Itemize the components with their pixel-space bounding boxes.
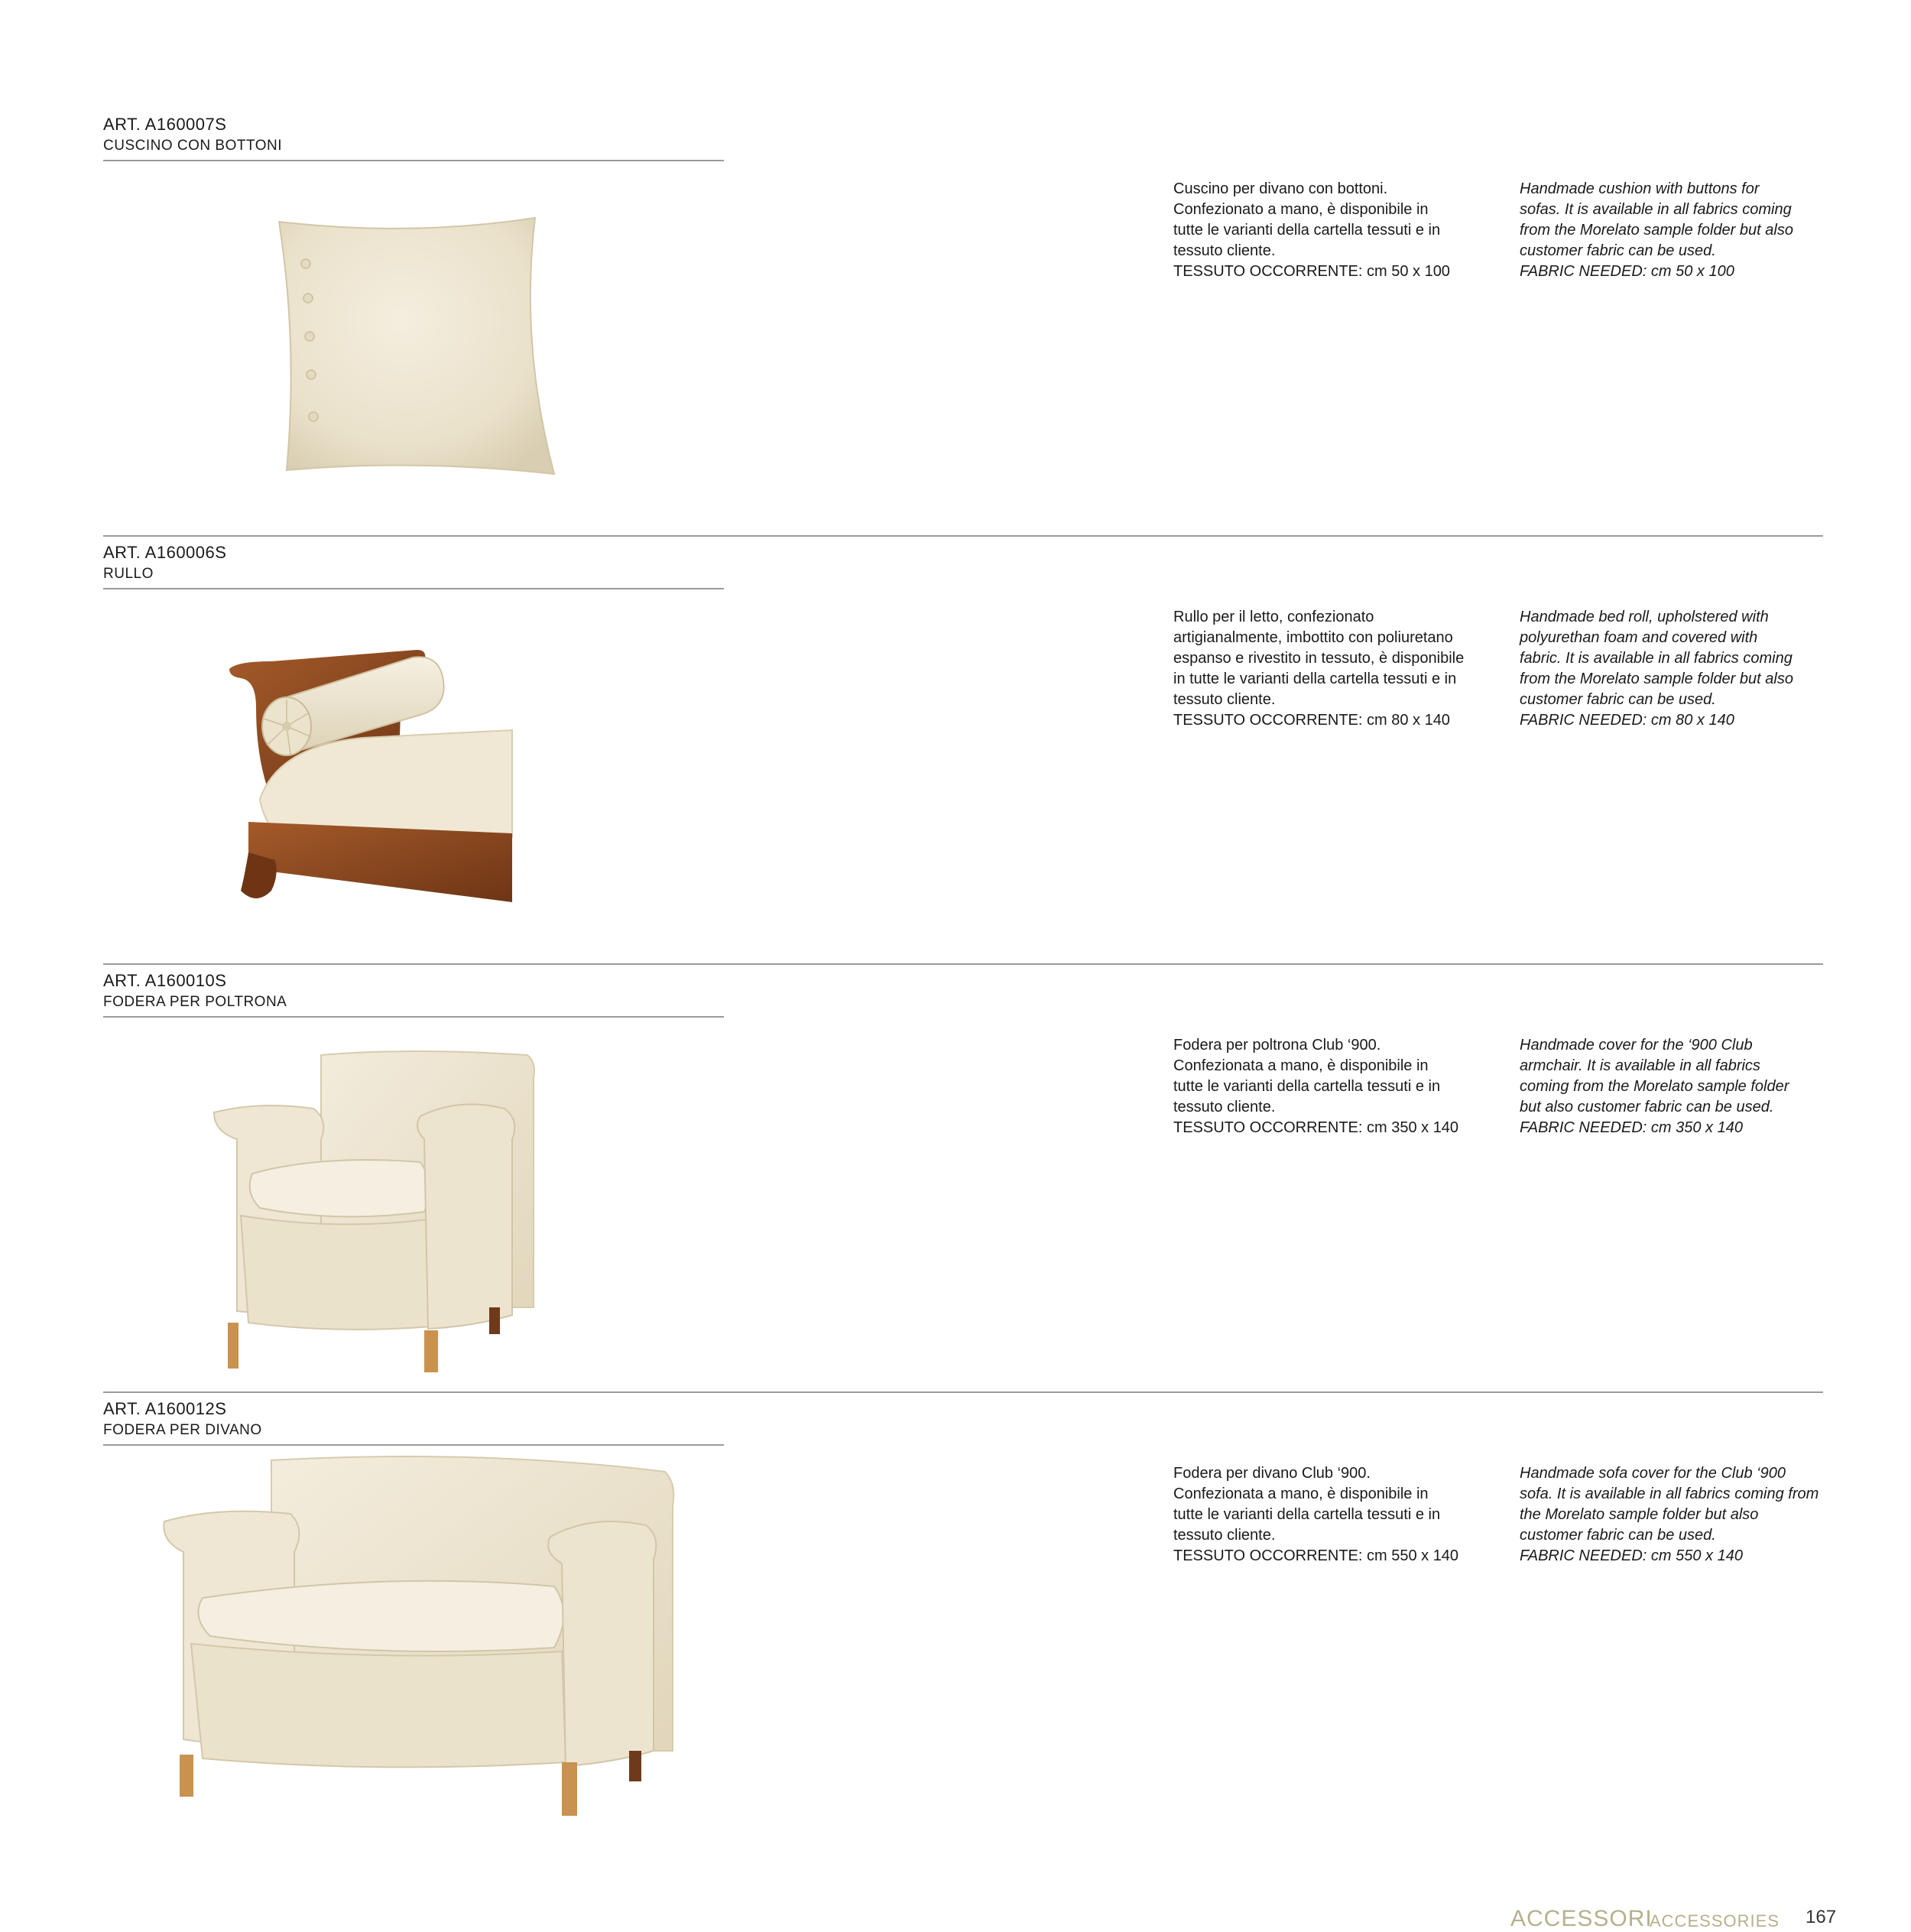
- desc-line: tutte le varianti della cartella tessuti e in: [1173, 1506, 1441, 1523]
- desc-line: but also customer fabric can be used.: [1520, 1099, 1774, 1115]
- article-name: CUSCINO CON BOTTONI: [103, 138, 282, 154]
- desc-line: the Morelato sample folder but also: [1520, 1506, 1759, 1523]
- description-english: [1520, 607, 1841, 731]
- desc-line: Handmade sofa cover for the Club ‘900: [1520, 1465, 1786, 1482]
- desc-line: Handmade cover for the ‘900 Club: [1520, 1037, 1753, 1054]
- footer-section-english: ACCESSORIES: [1650, 1911, 1780, 1930]
- product-section-bed-roll: [0, 535, 1911, 963]
- article-code: ART. A160006S: [103, 543, 227, 562]
- desc-line: coming from the Morelato sample folder: [1520, 1078, 1789, 1095]
- product-section-cushion: [0, 107, 1911, 535]
- description-english: [1520, 1035, 1841, 1138]
- desc-line: Rullo per il letto, confezionato: [1173, 609, 1374, 625]
- desc-line: polyurethan foam and covered with: [1520, 629, 1758, 646]
- desc-line: FABRIC NEEDED: cm 550 x 140: [1520, 1547, 1743, 1564]
- article-code: ART. A160010S: [103, 971, 227, 990]
- sofa-cover-image: [157, 1453, 684, 1820]
- desc-line: tutte le varianti della cartella tessuti e in: [1173, 1078, 1441, 1095]
- desc-line: armchair. It is available in all fabrics: [1520, 1057, 1760, 1074]
- desc-line: FABRIC NEEDED: cm 50 x 100: [1520, 263, 1734, 280]
- description-italian: [1173, 1463, 1494, 1567]
- desc-line: sofa. It is available in all fabrics coming from: [1520, 1486, 1819, 1502]
- desc-line: Confezionato a mano, è disponibile in: [1173, 201, 1429, 218]
- desc-line: Fodera per poltrona Club ‘900.: [1173, 1037, 1381, 1054]
- desc-line: TESSUTO OCCORRENTE: cm 50 x 100: [1173, 263, 1450, 280]
- desc-line: FABRIC NEEDED: cm 350 x 140: [1520, 1119, 1743, 1136]
- title-divider: [103, 160, 724, 161]
- desc-line: tessuto cliente.: [1173, 1527, 1276, 1544]
- product-section-armchair-cover: [0, 963, 1911, 1391]
- article-name: FODERA PER DIVANO: [103, 1422, 262, 1438]
- article-name: FODERA PER POLTRONA: [103, 994, 287, 1010]
- desc-line: tessuto cliente.: [1173, 691, 1276, 708]
- desc-line: tessuto cliente.: [1173, 242, 1276, 259]
- description-english: [1520, 1463, 1841, 1567]
- desc-line: Handmade cushion with buttons for: [1520, 180, 1760, 197]
- article-name: RULLO: [103, 566, 154, 582]
- article-code: ART. A160012S: [103, 1399, 227, 1418]
- title-divider: [103, 1016, 724, 1018]
- desc-line: Cuscino per divano con bottoni.: [1173, 180, 1388, 197]
- desc-line: in tutte le varianti della cartella tessuti e in: [1173, 671, 1457, 687]
- desc-line: TESSUTO OCCORRENTE: cm 350 x 140: [1173, 1119, 1459, 1136]
- desc-line: from the Morelato sample folder but also: [1520, 222, 1793, 239]
- article-code: ART. A160007S: [103, 115, 227, 134]
- desc-line: customer fabric can be used.: [1520, 691, 1716, 708]
- desc-line: espanso e rivestito in tessuto, è disponibile: [1173, 650, 1465, 667]
- footer-section-italian: ACCESSORI: [1510, 1906, 1653, 1931]
- description-english: [1520, 179, 1841, 282]
- title-divider: [103, 1444, 724, 1446]
- desc-line: FABRIC NEEDED: cm 80 x 140: [1520, 712, 1734, 729]
- desc-line: sofas. It is available in all fabrics coming: [1520, 201, 1792, 218]
- desc-line: Handmade bed roll, upholstered with: [1520, 609, 1769, 625]
- desc-line: artigianalmente, imbottito con poliuretano: [1173, 629, 1453, 646]
- desc-line: Confezionata a mano, è disponibile in: [1173, 1057, 1429, 1074]
- desc-line: fabric. It is available in all fabrics coming: [1520, 650, 1793, 667]
- desc-line: Fodera per divano Club ‘900.: [1173, 1465, 1371, 1482]
- desc-line: from the Morelato sample folder but also: [1520, 671, 1793, 687]
- description-italian: [1173, 1035, 1494, 1138]
- desc-line: Confezionata a mano, è disponibile in: [1173, 1486, 1429, 1502]
- page-number: 167: [1806, 1907, 1837, 1927]
- desc-line: TESSUTO OCCORRENTE: cm 550 x 140: [1173, 1547, 1459, 1564]
- desc-line: tessuto cliente.: [1173, 1099, 1276, 1115]
- desc-line: customer fabric can be used.: [1520, 1527, 1716, 1544]
- armchair-cover-image: [206, 1047, 543, 1376]
- bed-roll-image: [225, 646, 516, 902]
- description-italian: [1173, 179, 1494, 282]
- desc-line: TESSUTO OCCORRENTE: cm 80 x 140: [1173, 712, 1450, 729]
- description-italian: [1173, 607, 1494, 731]
- desc-line: customer fabric can be used.: [1520, 242, 1716, 259]
- cushion-image: [271, 214, 569, 482]
- title-divider: [103, 588, 724, 589]
- desc-line: tutte le varianti della cartella tessuti e in: [1173, 222, 1441, 239]
- product-section-sofa-cover: [0, 1391, 1911, 1820]
